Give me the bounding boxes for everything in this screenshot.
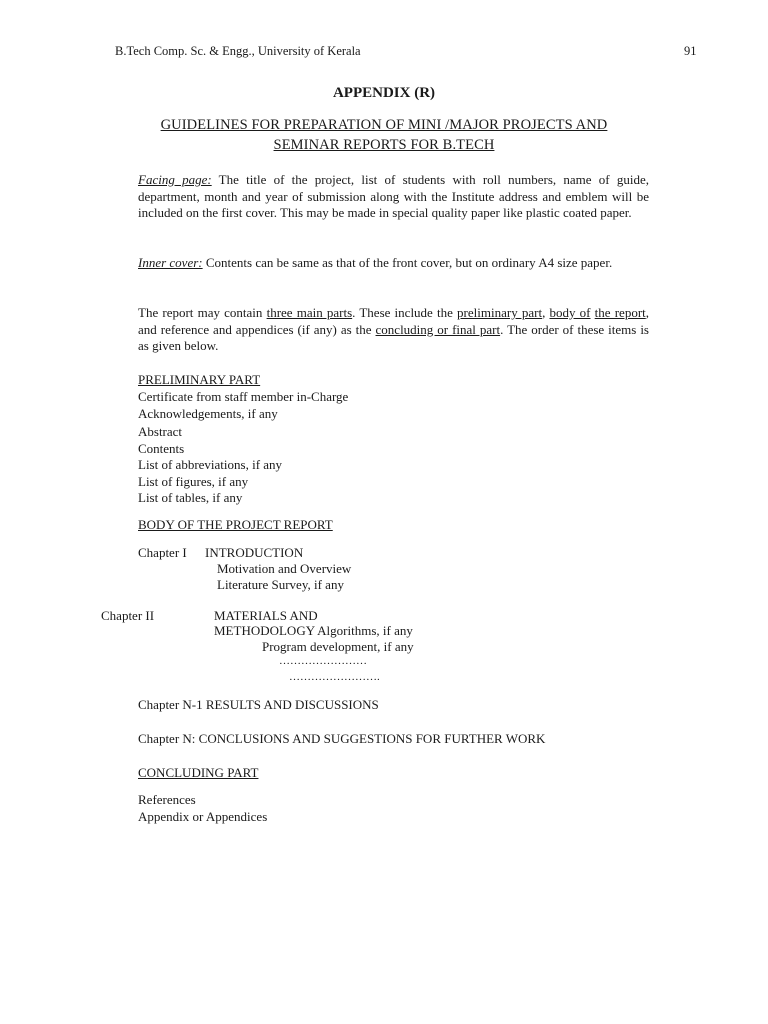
- concluding-heading: CONCLUDING PART: [138, 765, 259, 780]
- body-heading: BODY OF THE PROJECT REPORT: [138, 517, 333, 532]
- ellipsis-line-2: …………………….: [289, 671, 380, 683]
- report-parts-paragraph: The report may contain three main parts. These include the preliminary part, body of the report, and reference and appendices (if any) as the concluding or final part. The order of these items is as given below.: [138, 305, 650, 353]
- list-item: Certificate from staff member in-Charge: [138, 389, 349, 404]
- chapter-2-sub: Program development, if any: [262, 639, 414, 654]
- concluding-part-term: concluding or final part: [375, 321, 501, 337]
- the-report-term: the report: [594, 305, 646, 320]
- ellipsis-line-1: ……………………: [279, 655, 367, 667]
- chapter-1-sub-1: Motivation and Overview: [217, 561, 352, 576]
- list-item: Acknowledgements, if any: [138, 405, 278, 421]
- list-item: Appendix or Appendices: [138, 808, 268, 824]
- appendix-title: APPENDIX (R): [332, 85, 436, 101]
- page-number: 91: [684, 44, 697, 58]
- preliminary-heading: PRELIMINARY PART: [138, 372, 261, 387]
- list-item: Contents: [138, 440, 185, 456]
- facing-page-label: Facing page:: [138, 172, 212, 187]
- chapter-2-title-1: MATERIALS AND: [214, 608, 318, 623]
- list-item: List of figures, if any: [138, 473, 249, 489]
- preliminary-part-term: preliminary part: [457, 305, 543, 320]
- inner-cover-text: Contents can be same as that of the front cover, but on ordinary A4 size paper.: [202, 255, 613, 270]
- list-item: List of tables, if any: [138, 490, 243, 505]
- body-of-term: body of: [549, 305, 591, 320]
- chapter-n: Chapter N: CONCLUSIONS AND SUGGESTIONS FOR FURTHER WORK: [138, 731, 546, 746]
- chapter-1-label: Chapter I: [138, 545, 187, 560]
- chapter-1-sub-2: Literature Survey, if any: [217, 577, 344, 592]
- facing-page-paragraph: [138, 172, 649, 222]
- chapter-2-title-2: METHODOLOGY Algorithms, if any: [214, 623, 413, 638]
- concluding-list: [138, 792, 267, 825]
- list-item: References: [138, 792, 196, 807]
- chapter-1-title: INTRODUCTION: [205, 545, 304, 560]
- running-header: B.Tech Comp. Sc. & Engg., University of Kerala: [115, 44, 361, 58]
- facing-page-text: The title of the project, list of students with roll numbers, name of guide, department, month and year of submission along with the Institute address and emblem will be included on the first cover. This may be made in special quality paper like plastic coated paper.: [138, 172, 649, 220]
- guidelines-title-line1: GUIDELINES FOR PREPARATION OF MINI /MAJOR PROJECTS AND: [160, 117, 608, 133]
- inner-cover-label: Inner cover:: [138, 255, 203, 270]
- inner-cover-paragraph: [138, 255, 649, 272]
- three-main-parts: three main parts: [266, 305, 353, 320]
- list-item: Abstract: [138, 424, 183, 439]
- chapter-n-1: Chapter N-1 RESULTS AND DISCUSSIONS: [138, 697, 379, 712]
- guidelines-title-line2: SEMINAR REPORTS FOR B.TECH: [273, 137, 495, 153]
- preliminary-list: [138, 389, 348, 507]
- chapter-2-label: Chapter II: [101, 608, 155, 623]
- list-item: List of abbreviations, if any: [138, 457, 283, 472]
